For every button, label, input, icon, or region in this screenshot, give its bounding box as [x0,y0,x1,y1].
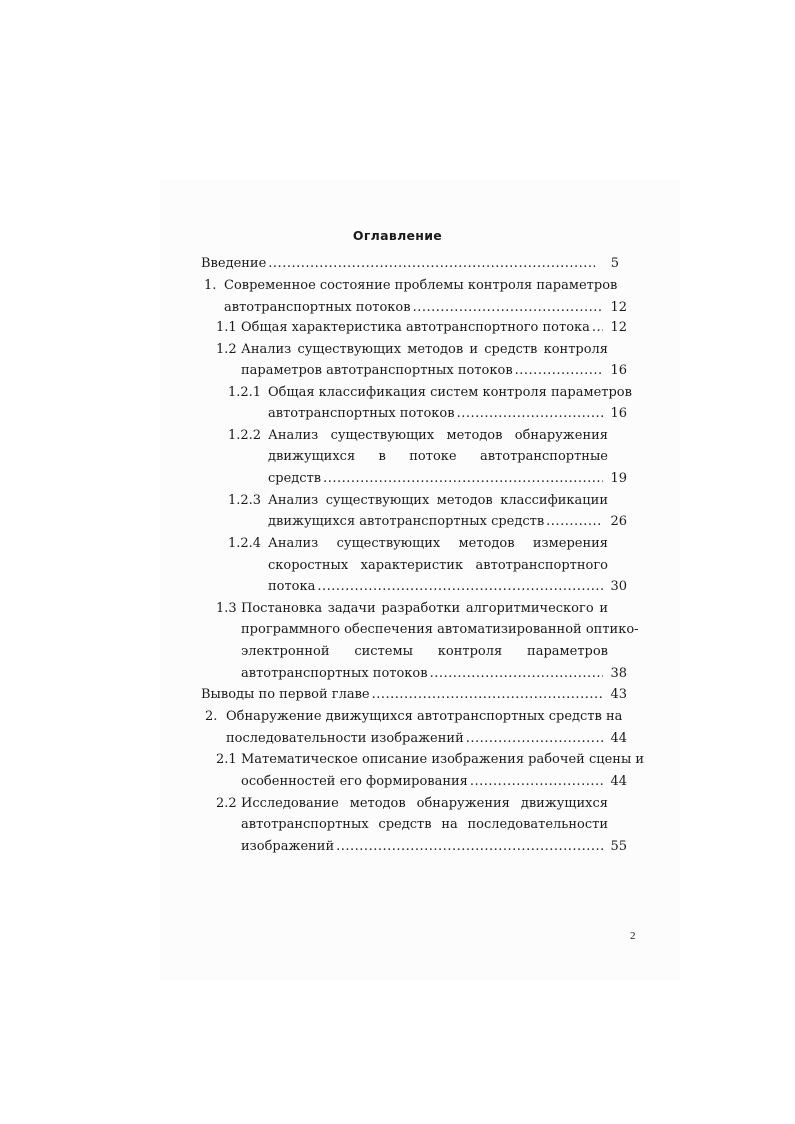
toc-entry: 1.2 Анализ существующих методов и средств контроля [216,342,608,357]
toc-entry: 1.1 Общая характеристика автотранспортного потока ..... 12 [216,318,627,338]
toc-page-number: 5 [610,256,619,271]
toc-entry: автотранспортных потоков ..... 38 [241,664,627,684]
toc-page-number: 44 [610,731,627,746]
toc-page-number: 26 [610,514,627,529]
toc-page-number: 38 [610,666,627,681]
toc-entry: движущихся автотранспортных средств ..... 26 [268,512,627,532]
toc-entry: движущихся в потоке автотранспортные [268,449,608,464]
toc-entry: 1.2.1 Общая классификация систем контроля параметров [228,385,632,400]
toc-entry: автотранспортных потоков ..... 16 [268,404,627,424]
toc-page-number: 12 [610,300,627,315]
toc-entry: последовательности изображений ..... 44 [226,729,627,749]
toc-page-number: 12 [610,320,627,335]
toc-entry: Выводы по первой главе ..... 43 [201,685,627,705]
toc-page-number: 43 [610,687,627,702]
toc-entry: особенностей его формирования ..... 44 [241,772,627,792]
toc-entry: 1.3 Постановка задачи разработки алгоритмического и [216,601,608,616]
page-number: 2 [630,930,636,942]
toc-entry: 1. Современное состояние проблемы контроля параметров [204,278,618,293]
toc-page-number: 30 [610,579,627,594]
toc-entry: средств ..... 19 [268,469,627,489]
toc-entry: программного обеспечения автоматизированной оптико- [241,622,639,637]
toc-page-number: 19 [610,471,627,486]
toc-entry: 1.2.2 Анализ существующих методов обнаружения [228,428,608,443]
toc-entry: 2. Обнаружение движущихся автотранспортных средств на [205,709,623,724]
toc-entry: электронной системы контроля параметров [241,644,608,659]
toc-entry: скоростных характеристик автотранспортного [268,558,608,573]
toc-page-number: 16 [610,406,627,421]
toc-page-number: 44 [610,774,627,789]
toc-entry: автотранспортных средств на последовательности [241,817,608,832]
page-title: Оглавление [352,228,443,243]
toc-entry: 2.2 Исследование методов обнаружения движущихся [216,796,608,811]
toc-page-number: 55 [610,839,627,854]
toc-entry: параметров автотранспортных потоков ..... 16 [241,361,627,381]
toc-entry: Введение ..... 5 [201,254,619,274]
toc-entry: 1.2.4 Анализ существующих методов измерения [228,536,608,551]
toc-entry: потока ..... 30 [268,577,627,597]
toc-entry: автотранспортных потоков ..... 12 [224,298,627,318]
toc-page-number: 16 [610,363,627,378]
toc-entry: 1.2.3 Анализ существующих методов классификации [228,493,608,508]
toc-entry: изображений ..... 55 [241,837,627,857]
toc-entry: 2.1 Математическое описание изображения рабочей сцены и [216,752,645,767]
